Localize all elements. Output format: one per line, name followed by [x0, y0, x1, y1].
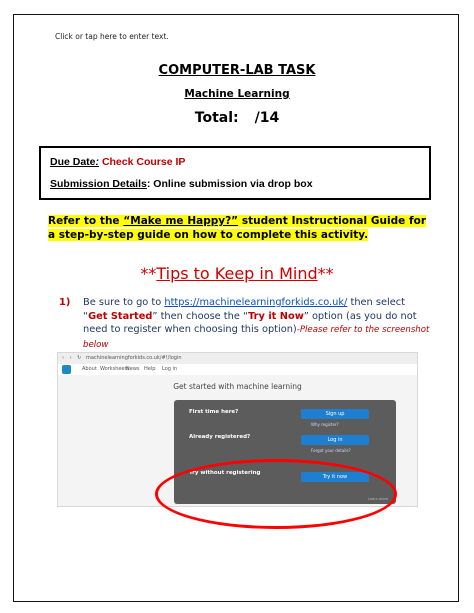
nav-news: News [126, 366, 140, 372]
signup-button: Sign up [301, 409, 369, 419]
refer-text-1: Refer to the [48, 215, 124, 227]
try-it-now-text: Try it Now [248, 310, 304, 322]
try-it-now-button: Try it now [301, 472, 369, 482]
screenshot-heading: Get started with machine learning [173, 382, 302, 391]
nav-about: About [82, 366, 97, 372]
nav-help: Help [144, 366, 156, 372]
screenshot-note: -Please refer to the screenshot below [83, 325, 430, 350]
browser-url: machinelearningforkids.co.uk/#!/login [86, 355, 182, 361]
page-title: COMPUTER-LAB TASK [158, 63, 316, 78]
total-label: Total: [194, 110, 239, 126]
submission-row [50, 178, 313, 190]
step-1-number: 1) [59, 297, 71, 308]
forgot-details-link: Forgot your details? [311, 448, 351, 453]
placeholder-text-field[interactable]: Click or tap here to enter text. [55, 32, 169, 41]
guide-name: “Make me Happy?” [123, 215, 239, 227]
tips-heading-text: Tips to Keep in Mind [156, 264, 318, 283]
tips-heading [0, 264, 474, 283]
total-value: /14 [254, 110, 280, 126]
submission-value: : Online submission via drop box [146, 178, 313, 190]
tips-stars-left: ** [140, 264, 157, 283]
due-date-value: Check Course IP [101, 156, 186, 168]
already-registered-label: Already registered? [189, 434, 251, 440]
nav-worksheets: Worksheets [100, 366, 130, 372]
submission-label: Submission Details [50, 178, 147, 190]
nav-login: Log in [162, 366, 178, 372]
page-subtitle: Machine Learning [184, 88, 290, 100]
step-1-text-1: Be sure to go to [83, 297, 165, 308]
step-1-text-4: ” option (as you do not need to register when choosing this option) [83, 310, 417, 335]
info-box [39, 146, 431, 200]
step-1-text-3: ” then choose the “ [152, 310, 249, 322]
learn-more-link: Learn more [368, 497, 388, 501]
refer-paragraph [48, 214, 426, 242]
highlight-ellipse [155, 459, 397, 529]
step-1-text-2: then select “ [83, 297, 405, 322]
refer-text-2: student Instructional Guide for a step-by-step guide on how to complete this activity. [48, 215, 427, 241]
site-navbar [58, 364, 417, 375]
due-date-colon: : [95, 156, 100, 168]
why-register-link: Why register? [311, 422, 339, 427]
login-button: Log in [301, 435, 369, 445]
first-time-label: First time here? [189, 409, 239, 415]
site-logo-icon [62, 365, 71, 374]
due-date-row [50, 156, 185, 168]
get-started-text: Get Started [88, 310, 153, 322]
website-link[interactable]: https://machinelearningforkids.co.uk/ [164, 297, 348, 308]
tips-stars-right: ** [317, 264, 334, 283]
try-without-registering-label: Try without registering [189, 470, 261, 476]
total-score [0, 110, 474, 126]
due-date-label: Due Date [50, 156, 96, 168]
step-1 [59, 296, 431, 352]
browser-nav-icons: ‹ › ↻ [62, 355, 84, 361]
